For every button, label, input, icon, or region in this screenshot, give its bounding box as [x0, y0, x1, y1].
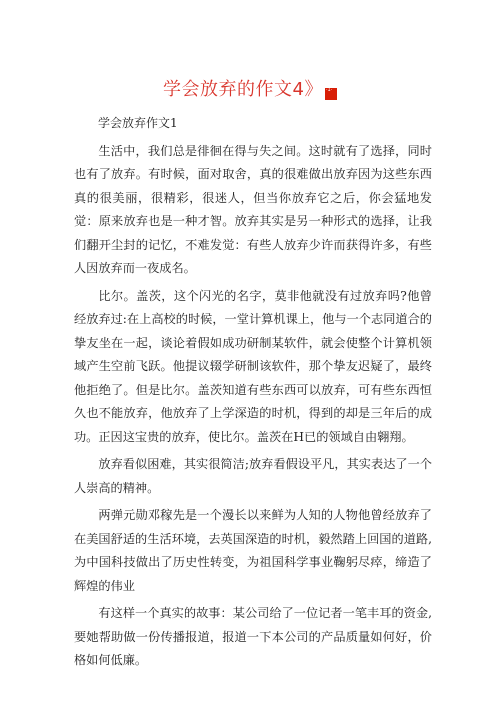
- title-row: [0, 78, 500, 102]
- paragraph-2: 比尔。盖茨，这个闪光的名字，莫非他就没有过放弃吗?他曾经放弃过:在上高校的时候，一堂计算机课上，他与一个志同道合的挚友坐在一起，谈论着假如成功研制某软件，就会使整个计算机领域产生空前飞跃。他提议辍学研制该软件，那个挚友迟疑了，最终他拒绝了。但是比尔。盖茨知道有些东西可以放弃，可有些东西恒久也不能放弃，他放弃了上学深造的时机，得到的却是三年后的成功。正因这宝贵的放弃，使比尔。盖茨在H已的领域自由翱翔。: [74, 288, 432, 444]
- document-body: [74, 112, 432, 673]
- section-subtitle: 学会放弃作文1: [98, 116, 178, 130]
- page-badge-text: ·1·: [325, 86, 333, 93]
- page-badge-icon: [325, 88, 337, 100]
- paragraph-4: 两弹元勋邓稼先是一个漫长以来鲜为人知的人物他曾经放弃了在美国舒适的生活环境，去英国深造的时机，毅然踏上回国的道路,为中国科技做出了历史性转变，为祖国科学事业鞠躬尽瘁，缔造了辉煌的伟业: [74, 508, 432, 593]
- paragraph-5: 有这样一个真实的故事：某公司给了一位记者一笔丰耳的资金,要她帮助做一份传播报道，报道一下本公司的产品质量如何好，价格如何低廉。: [74, 606, 432, 667]
- paragraph-1: 生活中，我们总是徘徊在得与失之间。这时就有了选择，同时也有了放弃。有时候，面对取舍，真的很难做出放弃因为这些东西真的很美丽，很精彩，很迷人，但当你放弃它之后，你会猛地发觉：原来放弃也是一种才智。放弃其实是另一种形式的选择，让我们翻开尘封的记忆，不难发觉：有些人放弃少许而获得许多，有些人因放弃而一夜成名。: [74, 143, 432, 275]
- page-title: 学会放弃的作文4》: [163, 79, 323, 100]
- paragraph-3: 放弃看似困难，其实很简洁;放弃看假设平凡，其实表达了一个人崇高的精神。: [74, 457, 432, 495]
